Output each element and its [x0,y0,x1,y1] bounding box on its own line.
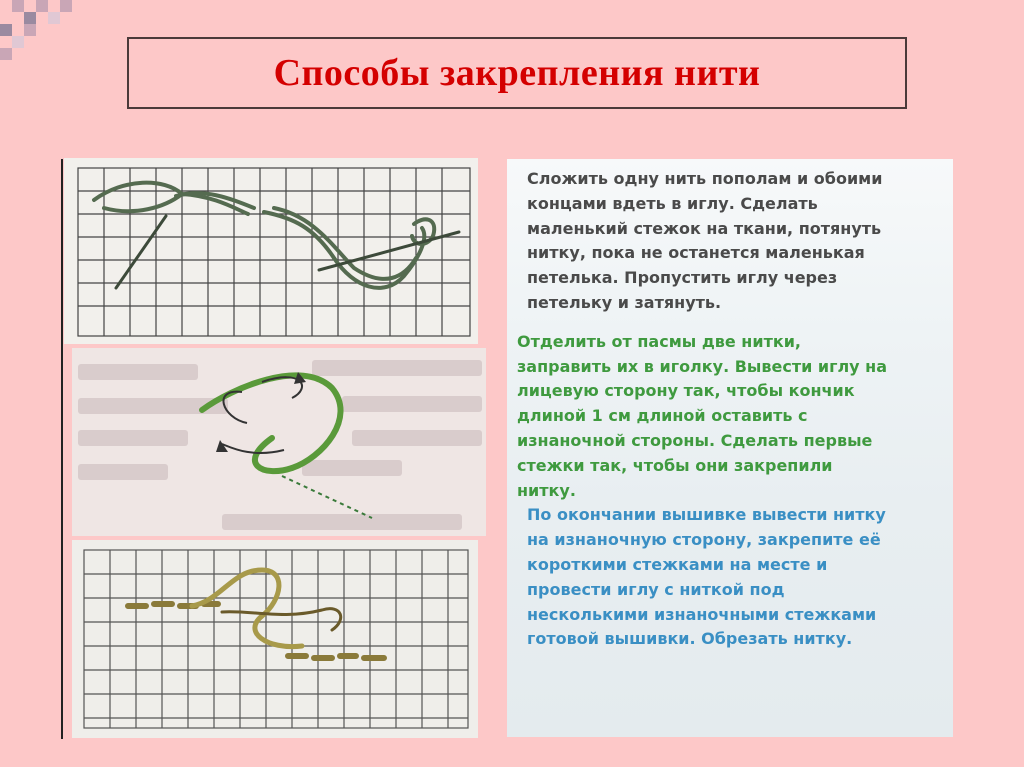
instructions-panel [507,159,953,737]
instruction-finish-method: По окончании вышивке вывести нитку на изнаночную сторону, закрепите её короткими стежками на месте и провести иглу с ниткой под несколькими изнаночными стежками готовой вышивки. Обрезать нитку. [527,505,886,649]
finished-stitches-illustration [72,540,478,738]
title-box [127,37,907,109]
needle-loop-illustration [64,158,478,344]
instruction-loop-method: Сложить одну нить пополам и обоими концами вдеть в иглу. Сделать маленький стежок на ткани, потянуть нитку, пока не останется маленькая петелька. Пропустить иглу через петельку и затянуть. [527,169,883,312]
instruction-tail-method: Отделить от пасмы две нитки, заправить их в иголку. Вывести иглу на лицевую сторону так, чтобы кончик длиной 1 см длиной оставить с изнаночной стороны. Сделать первые стежки так, чтобы они закрепили нитку. [517,331,888,500]
page-title: Способы закрепления нити [273,52,761,94]
panel-border [61,159,63,739]
corner-decoration [0,0,90,60]
thread-knot-arrow-illustration [72,348,486,536]
